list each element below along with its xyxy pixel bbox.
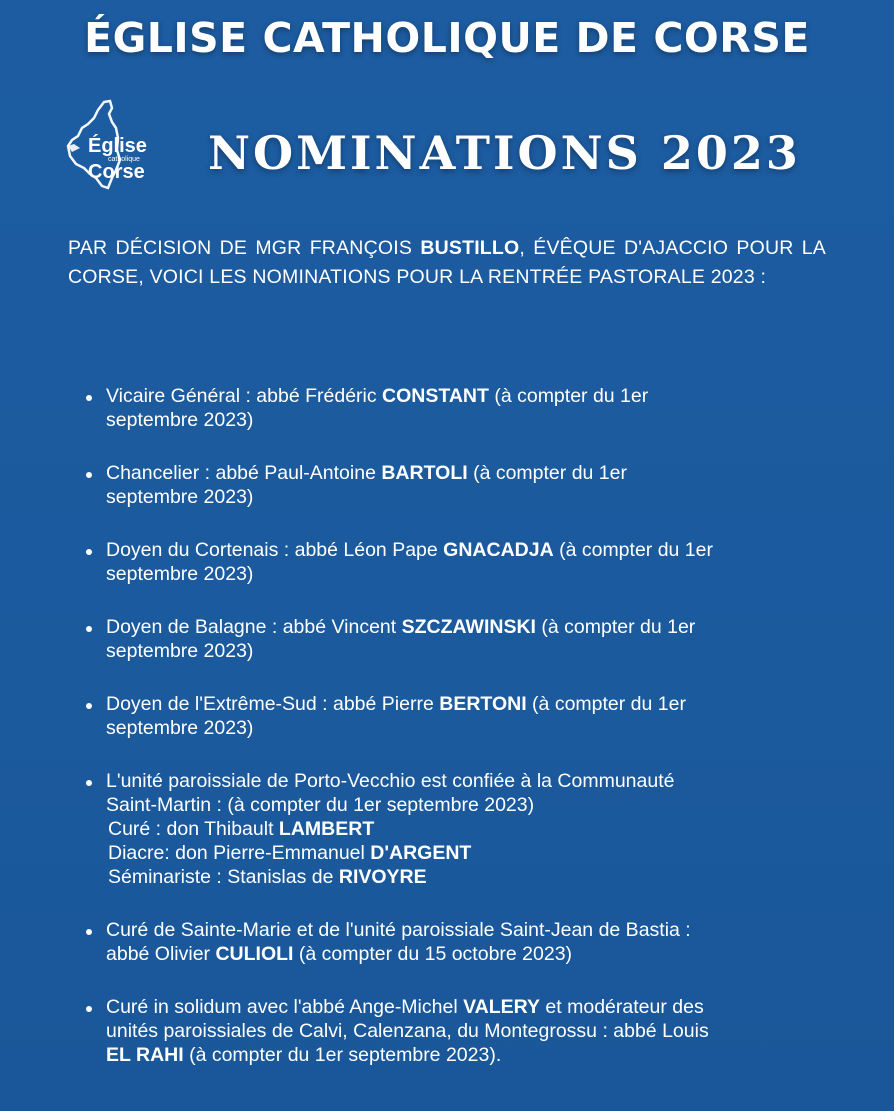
nomination-line-3: [106, 1043, 828, 1067]
logo-line-2: catholique: [108, 156, 140, 163]
seminariste-line: [106, 865, 828, 889]
eglise-corse-logo: [62, 98, 158, 194]
nomination-text: Curé in solidum avec l'abbé Ange-Michel: [106, 996, 464, 1018]
nomination-date: septembre 2023): [106, 409, 254, 431]
nominee-name: LAMBERT: [278, 818, 375, 840]
list-item-porto-vecchio: [68, 769, 828, 889]
nominee-name: VALERY: [463, 996, 541, 1018]
nomination-text: (à compter du 1er: [535, 616, 696, 638]
nomination-date: septembre 2023): [106, 640, 254, 662]
nomination-text: Doyen de Balagne : abbé Vincent: [106, 616, 402, 638]
list-item: [68, 538, 828, 586]
logo-line-3: Corse: [88, 161, 145, 183]
nomination-text: L'unité paroissiale de Porto-Vecchio est confiée à la Communauté: [106, 770, 675, 792]
nomination-text: abbé Olivier: [106, 943, 216, 965]
nominations-heading: NOMINATIONS 2023: [208, 126, 801, 180]
nomination-date: septembre 2023): [106, 563, 254, 585]
nomination-text: et modérateur des: [540, 996, 704, 1018]
nominee-name: CULIOLI: [215, 943, 294, 965]
nomination-date: septembre 2023): [106, 486, 254, 508]
list-item-calvi: [68, 995, 828, 1067]
nomination-text: Curé de Sainte-Marie et de l'unité paroissiale Saint-Jean de Bastia :: [106, 919, 691, 941]
nominee-name: BERTONI: [439, 693, 527, 715]
nominee-name: BARTOLI: [381, 462, 468, 484]
intro-paragraph: [68, 234, 826, 292]
nomination-text: (à compter du 1er: [526, 693, 686, 715]
nomination-text: (à compter du 1er: [553, 539, 713, 561]
logo-line-1: Église: [88, 135, 147, 157]
intro-text-after: , ÉVÊQUE D'AJACCIO POUR LA CORSE, VOICI LES NOMINATIONS POUR LA RENTRÉE PASTORALE 2023 :: [68, 237, 827, 288]
nominee-name: SZCZAWINSKI: [401, 616, 536, 638]
list-item: [68, 461, 828, 509]
cure-line: [106, 817, 828, 841]
nomination-text: Doyen du Cortenais : abbé Léon Pape: [106, 539, 444, 561]
nomination-text: (à compter du 1er septembre 2023).: [183, 1044, 502, 1066]
nomination-text: (à compter du 1er: [467, 462, 627, 484]
nominee-name: D'ARGENT: [370, 842, 472, 864]
diacre-line: [106, 841, 828, 865]
nomination-text: (à compter du 1er: [488, 385, 649, 407]
nominations-list: [68, 384, 828, 1096]
list-item: [68, 384, 828, 432]
intro-bishop-name: BUSTILLO: [420, 237, 520, 259]
list-item: [68, 692, 828, 740]
nomination-text: Vicaire Général : abbé Frédéric: [106, 385, 383, 407]
nomination-text: unités paroissiales de Calvi, Calenzana, du Montegrossu : abbé Louis: [106, 1020, 709, 1042]
intro-text-before: PAR DÉCISION DE MGR FRANÇOIS: [68, 237, 421, 259]
nomination-text: Chancelier : abbé Paul-Antoine: [106, 462, 382, 484]
role-label: Diacre: don Pierre-Emmanuel: [108, 842, 371, 864]
nominee-name: CONSTANT: [382, 385, 489, 407]
list-item-sainte-marie: [68, 918, 828, 966]
nomination-text: Saint-Martin : (à compter du 1er septembre 2023): [106, 794, 535, 816]
nomination-text: (à compter du 15 octobre 2023): [293, 943, 573, 965]
nomination-date: septembre 2023): [106, 717, 254, 739]
nominee-name: GNACADJA: [443, 539, 554, 561]
main-title: ÉGLISE CATHOLIQUE DE CORSE: [84, 14, 810, 62]
nominee-name: RIVOYRE: [338, 866, 427, 888]
nomination-text: Doyen de l'Extrême-Sud : abbé Pierre: [106, 693, 440, 715]
nominee-name: EL RAHI: [106, 1044, 184, 1066]
role-label: Curé : don Thibault: [108, 818, 279, 840]
nomination-line-2: [106, 942, 828, 966]
list-item: [68, 615, 828, 663]
role-label: Séminariste : Stanislas de: [108, 866, 339, 888]
